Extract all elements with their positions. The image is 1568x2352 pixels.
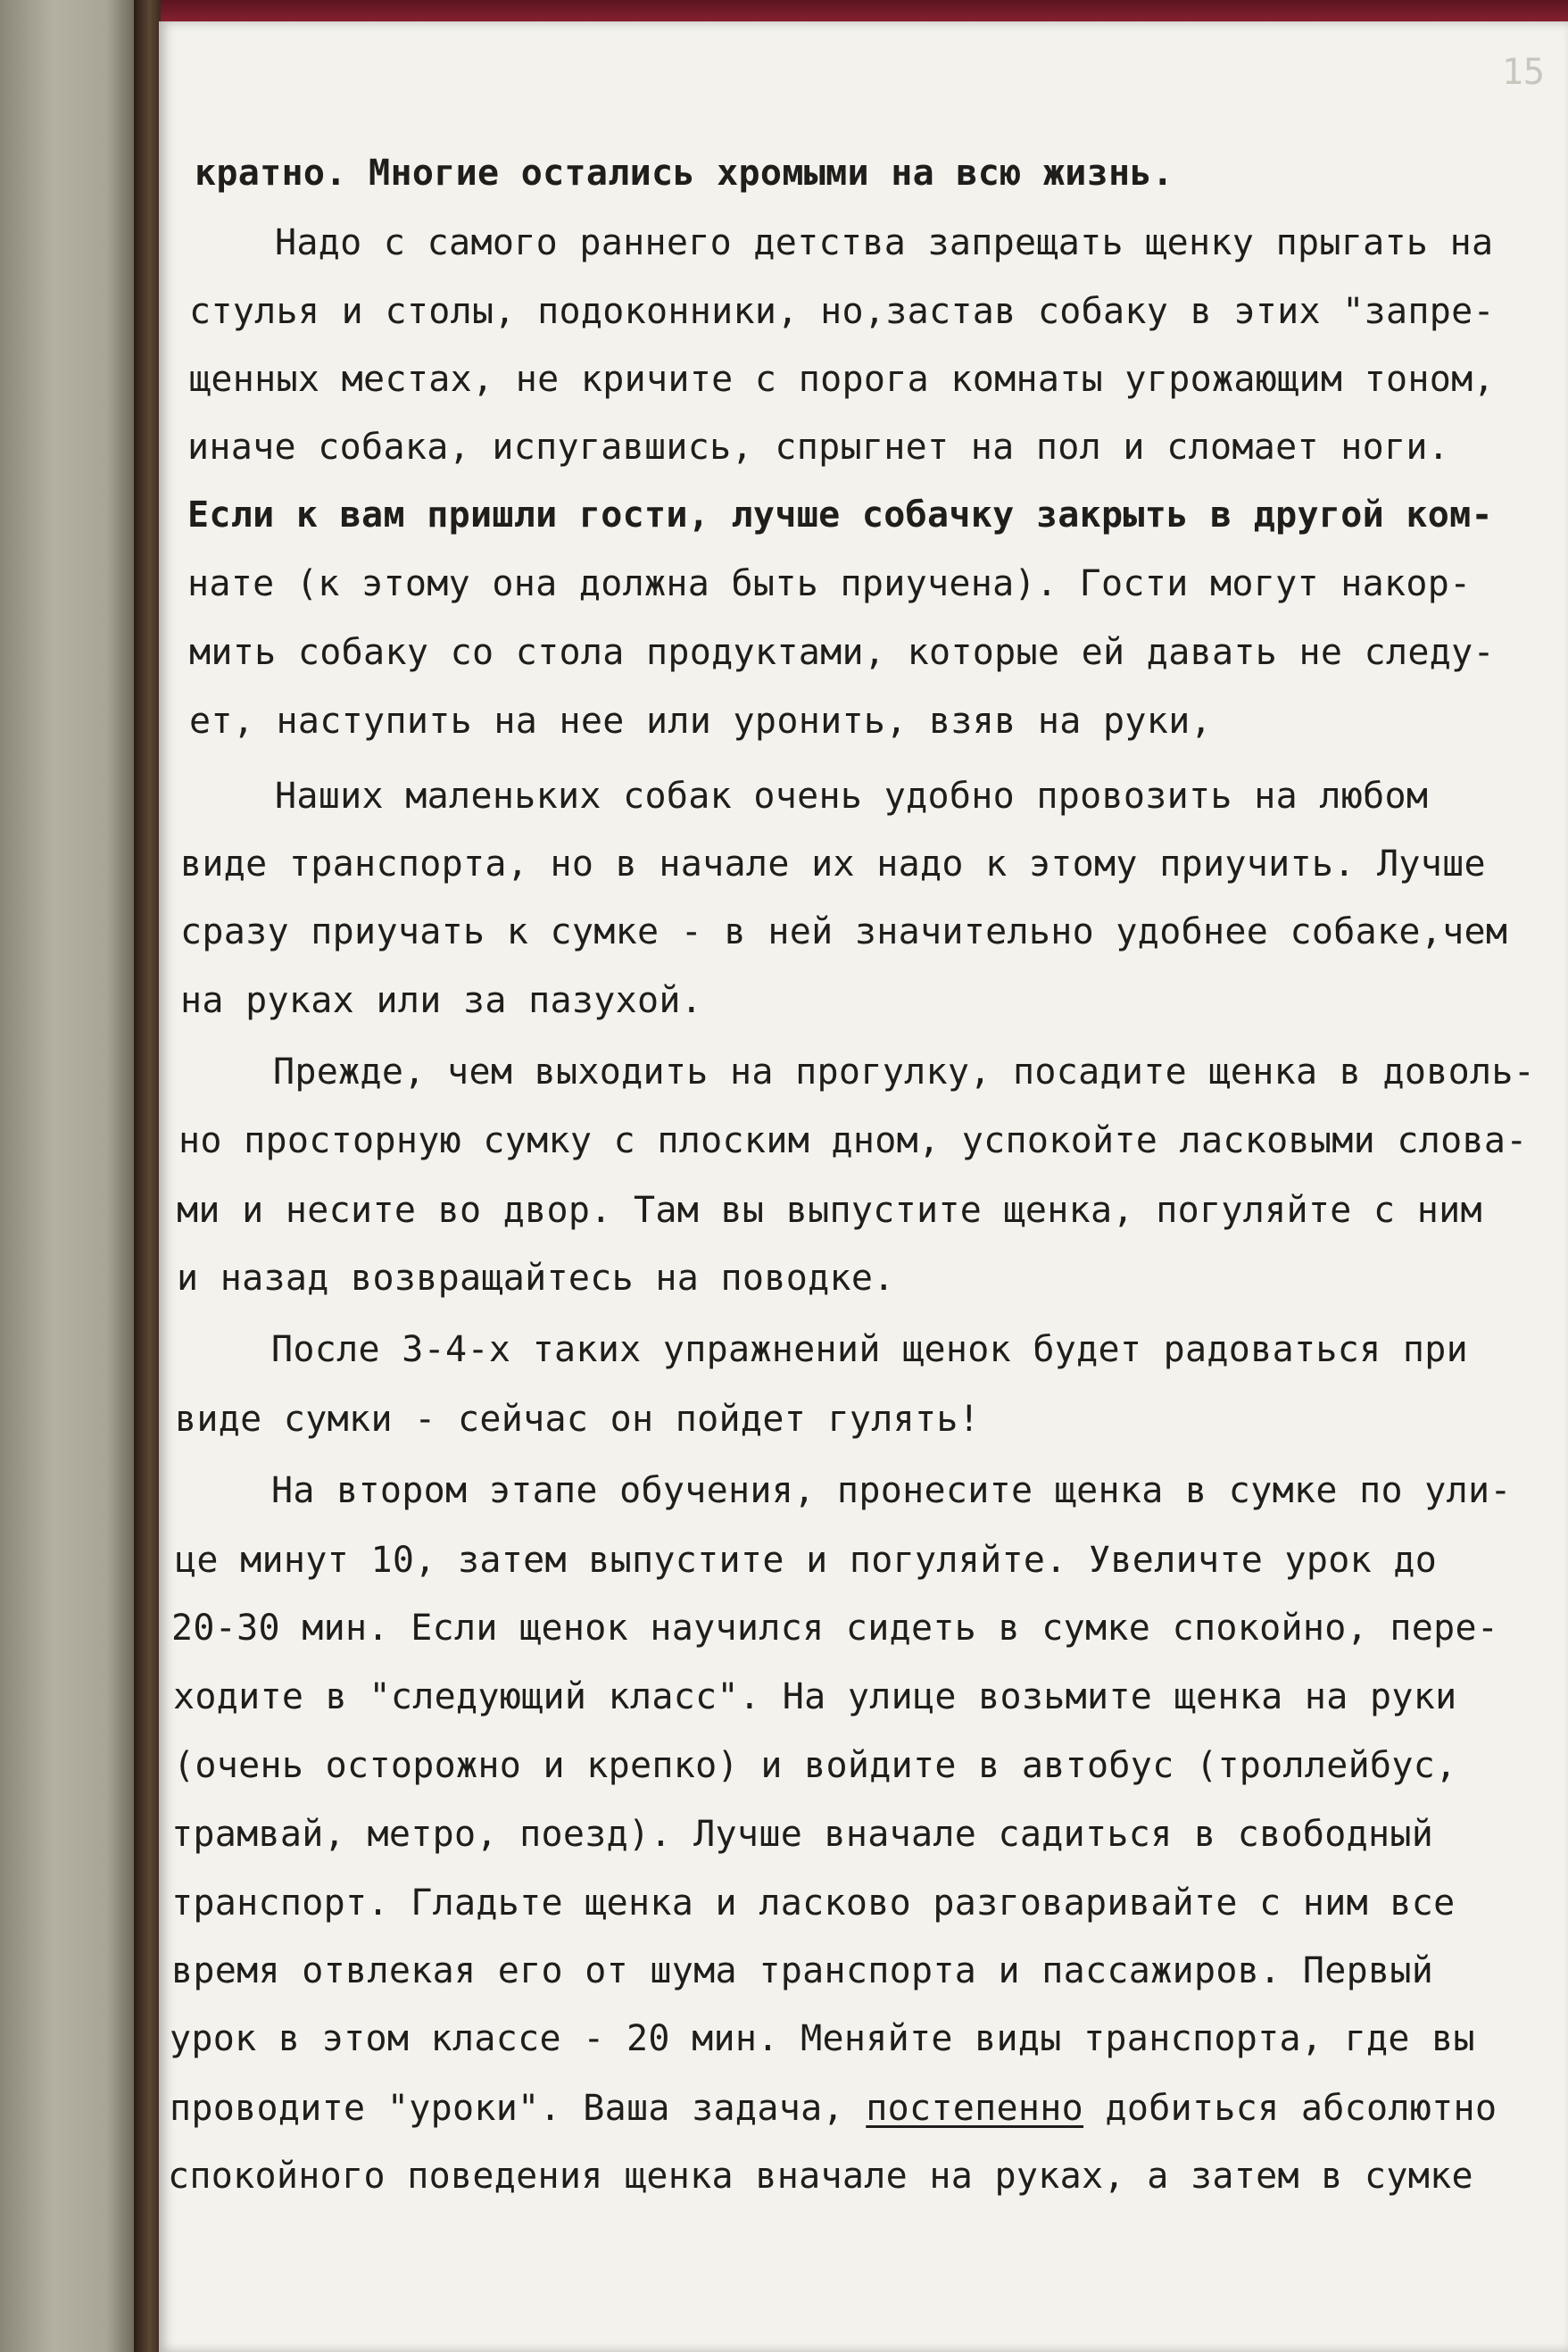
text-line-17: и назад возвращайтесь на поводке. (177, 1258, 895, 1299)
text-line-7: нате (к этому она должна быть приучена). Гости могут накор- (187, 563, 1472, 604)
text-line-5: иначе собака, испугавшись, спрыгнет на пол и сломает ноги. (187, 427, 1450, 468)
text-segment: добиться абсолютно (1083, 2088, 1497, 2129)
adjacent-page-edge (0, 0, 134, 2352)
text-line-6: Если к вам пришли гости, лучше собачку закрыть в другой ком- (187, 495, 1493, 536)
page-number: 15 (1501, 52, 1545, 93)
text-line-3: стулья и столы, подоконники, но,застав собаку в этих "запре- (189, 291, 1495, 332)
text-line-20: На втором этапе обучения, пронесите щенка в сумке по ули- (271, 1470, 1512, 1511)
text-line-2: Надо с самого раннего детства запрещать щенку прыгать на (275, 222, 1494, 263)
text-line-14: Прежде, чем выходить на прогулку, посадите щенка в доволь- (273, 1051, 1536, 1093)
typewritten-page (159, 21, 1568, 2352)
text-line-11: виде транспорта, но в начале их надо к этому приучить. Лучше (180, 844, 1486, 885)
text-line-26: транспорт. Гладьте щенка и ласково разговаривайте с ним все (171, 1882, 1456, 1924)
underlined-word: постепенно (866, 2088, 1084, 2129)
text-line-15: но просторную сумку с плоским дном, успокойте ласковыми слова- (178, 1120, 1528, 1161)
text-line-21: це минут 10, затем выпустите и погуляйте. Увеличте урок до (175, 1540, 1438, 1581)
text-line-29 (170, 2088, 1497, 2129)
text-line-25: трамвай, метро, поезд). Лучше вначале садиться в свободный (171, 1814, 1434, 1855)
text-line-22: 20-30 мин. Если щенок научился сидеть в сумке спокойно, пере- (171, 1608, 1499, 1649)
binding-edge (134, 0, 161, 2352)
text-line-13: на руках или за пазухой. (180, 980, 703, 1021)
text-line-27: время отвлекая его от шума транспорта и пассажиров. Первый (171, 1950, 1434, 1991)
text-line-9: ет, наступить на нее или уронить, взяв на руки, (189, 701, 1212, 742)
text-line-1: кратно. Многие остались хромыми на всю жизнь. (195, 153, 1174, 194)
text-line-23: ходите в "следующий класс". На улице возьмите щенка на руки (173, 1676, 1457, 1717)
text-segment: проводите "уроки". Ваша задача, (170, 2088, 867, 2129)
text-line-28: урок в этом классе - 20 мин. Меняйте виды транспорта, где вы (170, 2018, 1475, 2059)
text-line-19: виде сумки - сейчас он пойдет гулять! (175, 1399, 981, 1440)
text-line-24: (очень осторожно и крепко) и войдите в автобус (троллейбус, (173, 1745, 1457, 1786)
text-line-4: щенных местах, не кричите с порога комнаты угрожающим тоном, (189, 359, 1495, 400)
text-line-30: спокойного поведения щенка вначале на руках, а затем в сумке (168, 2156, 1473, 2197)
text-line-12: сразу приучать к сумке - в ней значительно удобнее собаке,чем (180, 911, 1508, 952)
text-line-16: ми и несите во двор. Там вы выпустите щенка, погуляйте с ним (177, 1190, 1482, 1231)
text-line-8: мить собаку со стола продуктами, которые ей давать не следу- (189, 632, 1495, 673)
text-line-18: После 3-4-х таких упражнений щенок будет радоваться при (271, 1329, 1469, 1370)
text-line-10: Наших маленьких собак очень удобно провозить на любом (275, 776, 1429, 817)
